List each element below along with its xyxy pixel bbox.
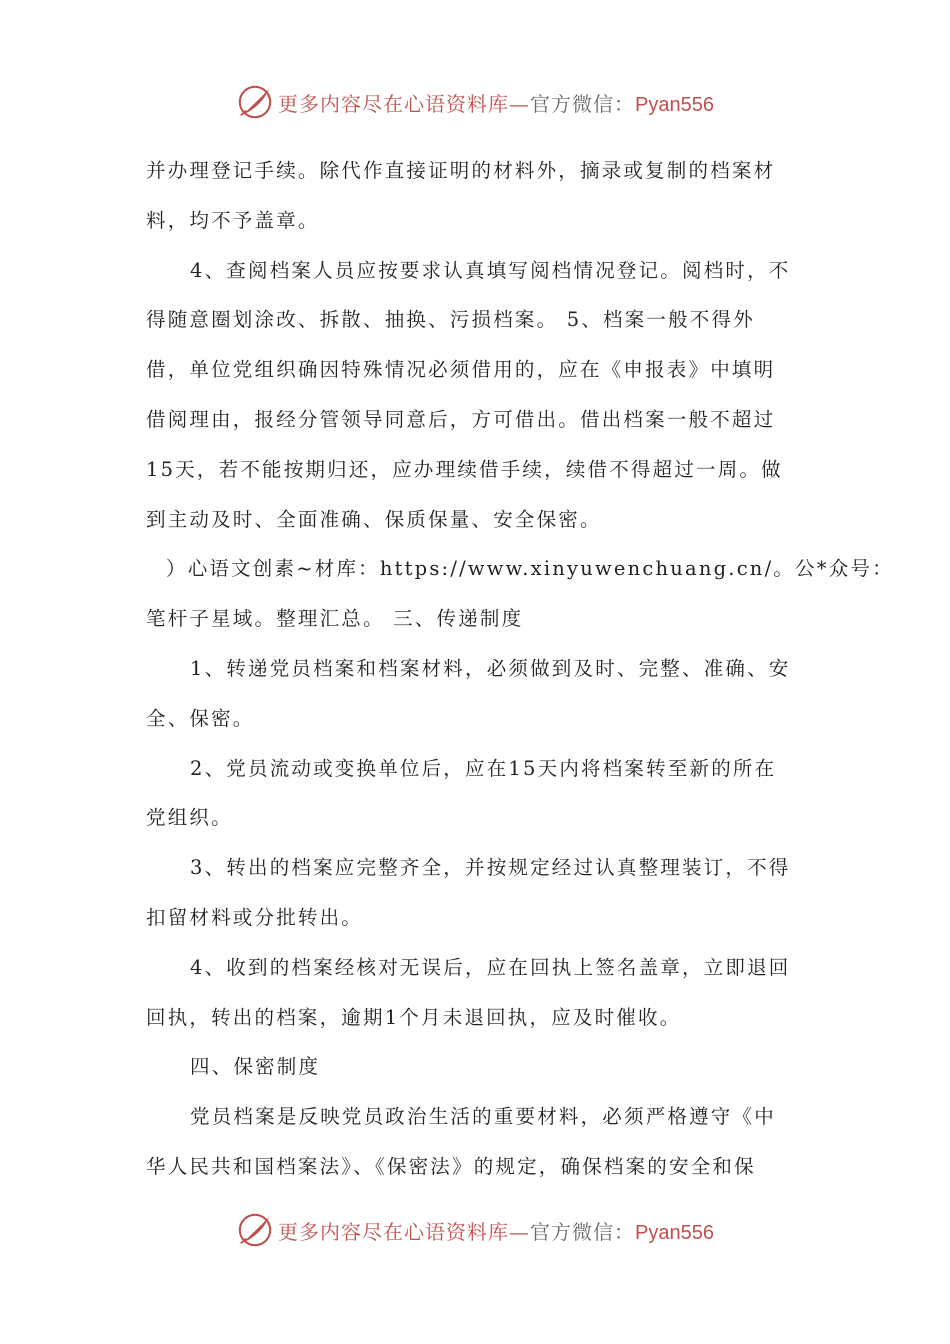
banner-wechat-label: 官方微信：: [530, 1219, 636, 1244]
banner-dash: —: [509, 1219, 531, 1244]
quill-logo-icon: [236, 1211, 274, 1249]
body-line: 2、党员流动或变换单位后，应在15天内将档案转至新的所在: [190, 756, 777, 780]
body-line: 扣留材料或分批转出。: [146, 905, 364, 929]
document-body: [146, 146, 894, 1192]
body-line: 回执，转出的档案，逾期1个月未退回执，应及时催收。: [146, 1005, 682, 1029]
banner-main-text: 更多内容尽在心语资料库: [278, 91, 510, 116]
header-banner: [0, 80, 950, 124]
body-line: 4、查阅档案人员应按要求认真填写阅档情况登记。阅档时，不: [190, 258, 791, 282]
body-line-link: ）心语文创素~材库：https://www.xinyuwenchuang.cn/。公*众号：: [166, 557, 894, 581]
banner-main-text: 更多内容尽在心语资料库: [278, 1219, 510, 1244]
banner-wechat-id: Pyan556: [635, 1221, 714, 1244]
footer-banner-text: [278, 1216, 714, 1245]
body-line: 得随意圈划涂改、拆散、抽换、污损档案。 5、档案一般不得外: [146, 308, 755, 332]
banner-wechat-label: 官方微信：: [530, 91, 636, 116]
body-line: 15天，若不能按期归还，应办理续借手续，续借不得超过一周。做: [146, 457, 783, 481]
banner-dash: —: [509, 91, 531, 116]
body-line: 全、保密。: [146, 706, 255, 730]
body-line: 1、转递党员档案和档案材料，必须做到及时、完整、准确、安: [190, 656, 791, 680]
banner-wechat-id: Pyan556: [635, 93, 714, 116]
body-line: 借阅理由，报经分管领导同意后，方可借出。借出档案一般不超过: [146, 407, 776, 431]
body-line: 3、转出的档案应完整齐全，并按规定经过认真整理装订，不得: [190, 856, 791, 880]
body-line: 4、收到的档案经核对无误后，应在回执上签名盖章，立即退回: [190, 955, 791, 979]
footer-banner: [0, 1208, 950, 1252]
section-heading: 四、保密制度: [190, 1055, 321, 1079]
body-line: 党组织。: [146, 806, 233, 830]
body-line: 料，均不予盖章。: [146, 208, 320, 232]
quill-logo-icon: [236, 83, 274, 121]
body-line: 笔杆子星域。整理汇总。 三、传递制度: [146, 607, 524, 631]
body-line: 到主动及时、全面准确、保质保量、安全保密。: [146, 507, 602, 531]
body-line: 借，单位党组织确因特殊情况必须借用的，应在《申报表》中填明: [146, 358, 776, 382]
body-line: 华人民共和国档案法》、《保密法》的规定，确保档案的安全和保: [146, 1154, 756, 1178]
body-line: 并办理登记手续。除代作直接证明的材料外，摘录或复制的档案材: [146, 159, 776, 182]
body-line: 党员档案是反映党员政治生活的重要材料，必须严格遵守《中: [190, 1105, 776, 1129]
header-banner-text: [278, 88, 714, 117]
